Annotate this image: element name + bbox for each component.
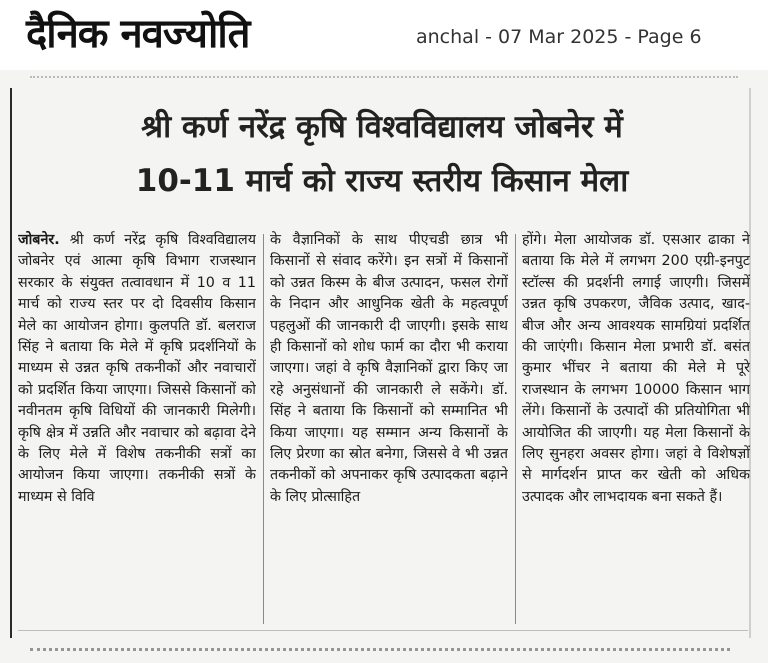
article-headline xyxy=(22,100,742,208)
newspaper-logo: दैनिक नवज्योति xyxy=(26,11,250,57)
column-divider xyxy=(515,234,516,624)
column-2-text: के वैज्ञानिकों के साथ पीएचडी छात्र भी किसानों से संवाद करेंगे। इन सत्रों में किसानों को उन्नत किस्म के बीज उत्पादन, फसल रोगों के निदान और आधुनिक खेती के महत्वपूर्ण पहलुओं की जानकारी दी जाएगी। इसके साथ ही किसानों को शोध फार्म का दौरा भी कराया जाएगा। जहां वे कृषि वैज्ञानिकों द्वारा किए जा रहे अनुसंधानों की जानकारी ले सकेंगे। डॉ. सिंह ने बताया कि किसानों को सम्मानित भी किया जाएगा। यह सम्मान अन्य किसानों के लिए प्रेरणा का स्रोत बनेगा, जिससे वे भी उन्नत तकनीकों को अपनाकर कृषि उत्पादकता बढ़ाने के लिए प्रोत्साहित xyxy=(270,232,508,505)
article-column-3 xyxy=(522,230,750,630)
clipping-bottom-rule xyxy=(18,630,748,631)
cut-text-remnant xyxy=(30,70,738,78)
cut-text-remnant-bottom xyxy=(30,648,730,663)
clipping-border-left xyxy=(10,88,12,638)
clipping-top-edge xyxy=(0,70,768,88)
column-divider xyxy=(263,234,264,624)
article-column-1 xyxy=(18,230,256,630)
headline-line-2: 10-11 मार्च को राज्य स्तरीय किसान मेला xyxy=(135,163,629,199)
article-body xyxy=(18,230,750,630)
article-column-2 xyxy=(270,230,508,630)
column-3-text: होंगे। मेला आयोजक डॉ. एसआर ढाका ने बताया कि मेले में लगभग 200 एग्री-इनपुट स्टॉल्स की प्रदर्शनी लगाई जाएगी। जिसमें उन्नत कृषि उपकरण, जैविक उत्पाद, खाद-बीज और अन्य आवश्यक सामग्रियां प्रदर्शित की जाएंगी। किसान मेला प्रभारी डॉ. बसंत कुमार भींचर ने बताया की मेले मे पूरे राजस्थान के लगभग 10000 किसान भाग लेंगे। किसानों के उत्पादों की प्रतियोगिता भी आयोजित की जाएगी। यह मेला किसानों के लिए सुनहरा अवसर होगा। जहां वे विशेषज्ञों से मार्गदर्शन प्राप्त कर खेती को अधिक उत्पादक और लाभदायक बना सकते हैं। xyxy=(522,232,750,505)
dateline: जोबनेर. xyxy=(18,232,70,248)
edition-label: anchal - 07 Mar 2025 - Page 6 xyxy=(416,26,702,48)
headline-line-1: श्री कर्ण नरेंद्र कृषि विश्वविद्यालय जोबनेर में xyxy=(141,109,623,145)
column-1-text: श्री कर्ण नरेंद्र कृषि विश्वविद्यालय जोबनेर एवं आत्मा कृषि विभाग राजस्थान सरकार के संयुक्त तत्वावधान में 10 व 11 मार्च को राज्य स्तर पर दो दिवसीय किसान मेले का आयोजन होगा। कुलपति डॉ. बलराज सिंह ने बताया कि मेले में कृषि प्रदर्शनियों के माध्यम से उन्नत कृषि तकनीकों और नवाचारों को प्रदर्शित किया जाएगा। जिससे किसानों को नवीनतम कृषि विधियों की जानकारी मिलेगी। कृषि क्षेत्र में उन्नति और नवाचार को बढ़ावा देने के लिए मेले में विशेष तकनीकी सत्रों का आयोजन किया जाएगा। तकनीकी सत्रों के माध्यम से विवि xyxy=(18,232,256,505)
masthead xyxy=(0,0,768,70)
